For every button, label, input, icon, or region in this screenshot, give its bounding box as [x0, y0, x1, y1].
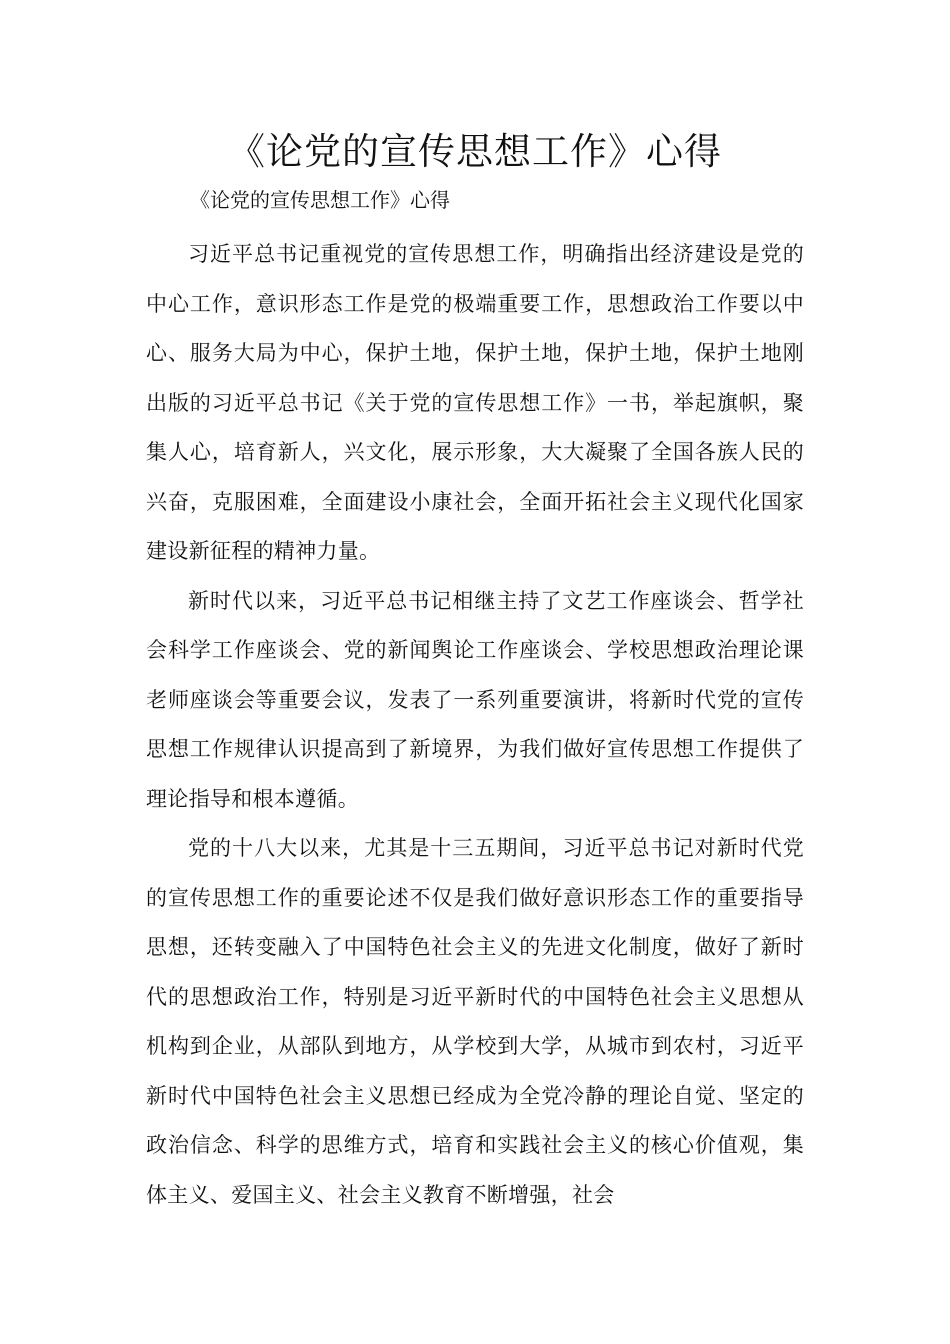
document-subtitle: 《论党的宣传思想工作》心得: [190, 188, 450, 212]
paragraph-3: 党的十八大以来，尤其是十三五期间，习近平总书记对新时代党的宣传思想工作的重要论述不仅是我们做好意识形态工作的重要指导思想，还转变融入了中国特色社会主义的先进文化制度，做好了新时代的思想政治工作，特别是习近平新时代的中国特色社会主义思想从机构到企业，从部队到地方，从学校到大学，从城市到农村，习近平新时代中国特色社会主义思想已经成为全党冷静的理论自觉、坚定的政治信念、科学的思维方式，培育和实践社会主义的核心价值观，集体主义、爱国主义、社会主义教育不断增强，社会: [146, 836, 804, 1207]
document-title: 《论党的宣传思想工作》心得: [228, 130, 722, 173]
paragraph-1: 习近平总书记重视党的宣传思想工作，明确指出经济建设是党的中心工作，意识形态工作是党的极端重要工作，思想政治工作要以中心、服务大局为中心，保护土地，保护土地，保护土地，保护土地刚出版的习近平总书记《关于党的宣传思想工作》一书，举起旗帜，聚集人心，培育新人，兴文化，展示形象，大大凝聚了全国各族人民的兴奋，克服困难，全面建设小康社会，全面开拓社会主义现代化国家建设新征程的精神力量。: [146, 242, 804, 563]
document-body: [146, 230, 804, 1220]
paragraph-2: 新时代以来，习近平总书记相继主持了文艺工作座谈会、哲学社会科学工作座谈会、党的新闻舆论工作座谈会、学校思想政治理论课老师座谈会等重要会议，发表了一系列重要演讲，将新时代党的宣传思想工作规律认识提高到了新境界，为我们做好宣传思想工作提供了理论指导和根本遵循。: [146, 588, 804, 811]
